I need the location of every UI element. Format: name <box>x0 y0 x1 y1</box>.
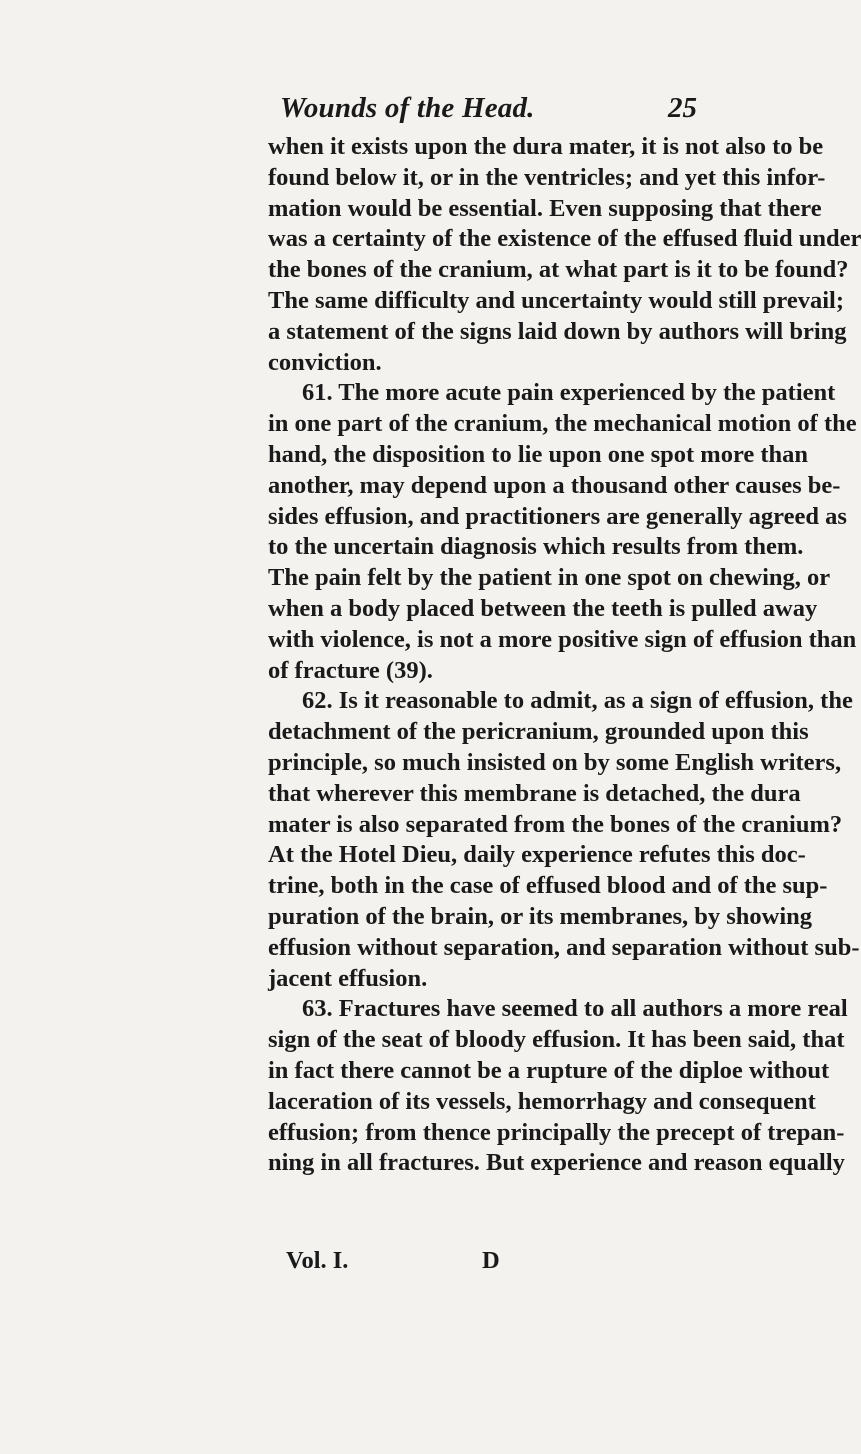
text-line: laceration of its vessels, hemorrhagy and consequent <box>268 1087 816 1115</box>
text-line: was a certainty of the existence of the effused fluid under <box>268 225 861 253</box>
text-line: 61. The more acute pain experienced by the patient <box>302 379 836 407</box>
text-line: sides effusion, and practitioners are generally agreed as <box>268 502 847 530</box>
text-line: trine, both in the case of effused blood and of the sup- <box>268 872 828 900</box>
text-line: ning in all fractures. But experience and reason equally <box>268 1149 845 1177</box>
text-line: The pain felt by the patient in one spot on chewing, or <box>268 564 831 592</box>
text-line: principle, so much insisted on by some English writers, <box>268 748 842 776</box>
text-line: another, may depend upon a thousand other causes be- <box>268 471 841 499</box>
text-line: mation would be essential. Even supposing that there <box>268 194 822 222</box>
text-line: a statement of the signs laid down by authors will bring <box>268 317 847 345</box>
text-line: with violence, is not a more positive sign of effusion than <box>268 625 857 653</box>
text-line: of fracture (39). <box>268 656 433 684</box>
text-line: mater is also separated from the bones of the cranium? <box>268 810 843 838</box>
page-number: 25 <box>668 92 697 124</box>
volume-label: Vol. I. <box>286 1247 349 1274</box>
text-line: found below it, or in the ventricles; and yet this infor- <box>268 163 826 191</box>
text-line: sign of the seat of bloody effusion. It has been said, that <box>268 1026 845 1054</box>
text-line: puration of the brain, or its membranes, by showing <box>268 902 813 930</box>
text-line: 63. Fractures have seemed to all authors a more real <box>302 995 848 1023</box>
text-line: in fact there cannot be a rupture of the diploe without <box>268 1056 830 1084</box>
text-line: 62. Is it reasonable to admit, as a sign of effusion, the <box>302 687 853 715</box>
text-line: to the uncertain diagnosis which results from them. <box>268 533 804 561</box>
text-line: The same difficulty and uncertainty would still prevail; <box>268 286 845 314</box>
body-text <box>268 132 861 1179</box>
text-line: when a body placed between the teeth is pulled away <box>268 594 818 622</box>
text-line: hand, the disposition to lie upon one spot more than <box>268 440 809 468</box>
text-line: in one part of the cranium, the mechanical motion of the <box>268 410 857 438</box>
text-line: the bones of the cranium, at what part is it to be found? <box>268 256 849 284</box>
text-line: At the Hotel Dieu, daily experience refutes this doc- <box>268 841 806 869</box>
text-line: jacent effusion. <box>268 964 428 992</box>
text-line: conviction. <box>268 348 382 376</box>
signature-mark: D <box>482 1247 500 1274</box>
running-title: Wounds of the Head. <box>280 92 535 124</box>
text-line: effusion without separation, and separation without sub- <box>268 933 860 961</box>
text-line: detachment of the pericranium, grounded upon this <box>268 718 809 746</box>
text-line: that wherever this membrane is detached, the dura <box>268 779 801 807</box>
text-line: effusion; from thence principally the precept of trepan- <box>268 1118 845 1146</box>
text-line: when it exists upon the dura mater, it is not also to be <box>268 133 824 160</box>
